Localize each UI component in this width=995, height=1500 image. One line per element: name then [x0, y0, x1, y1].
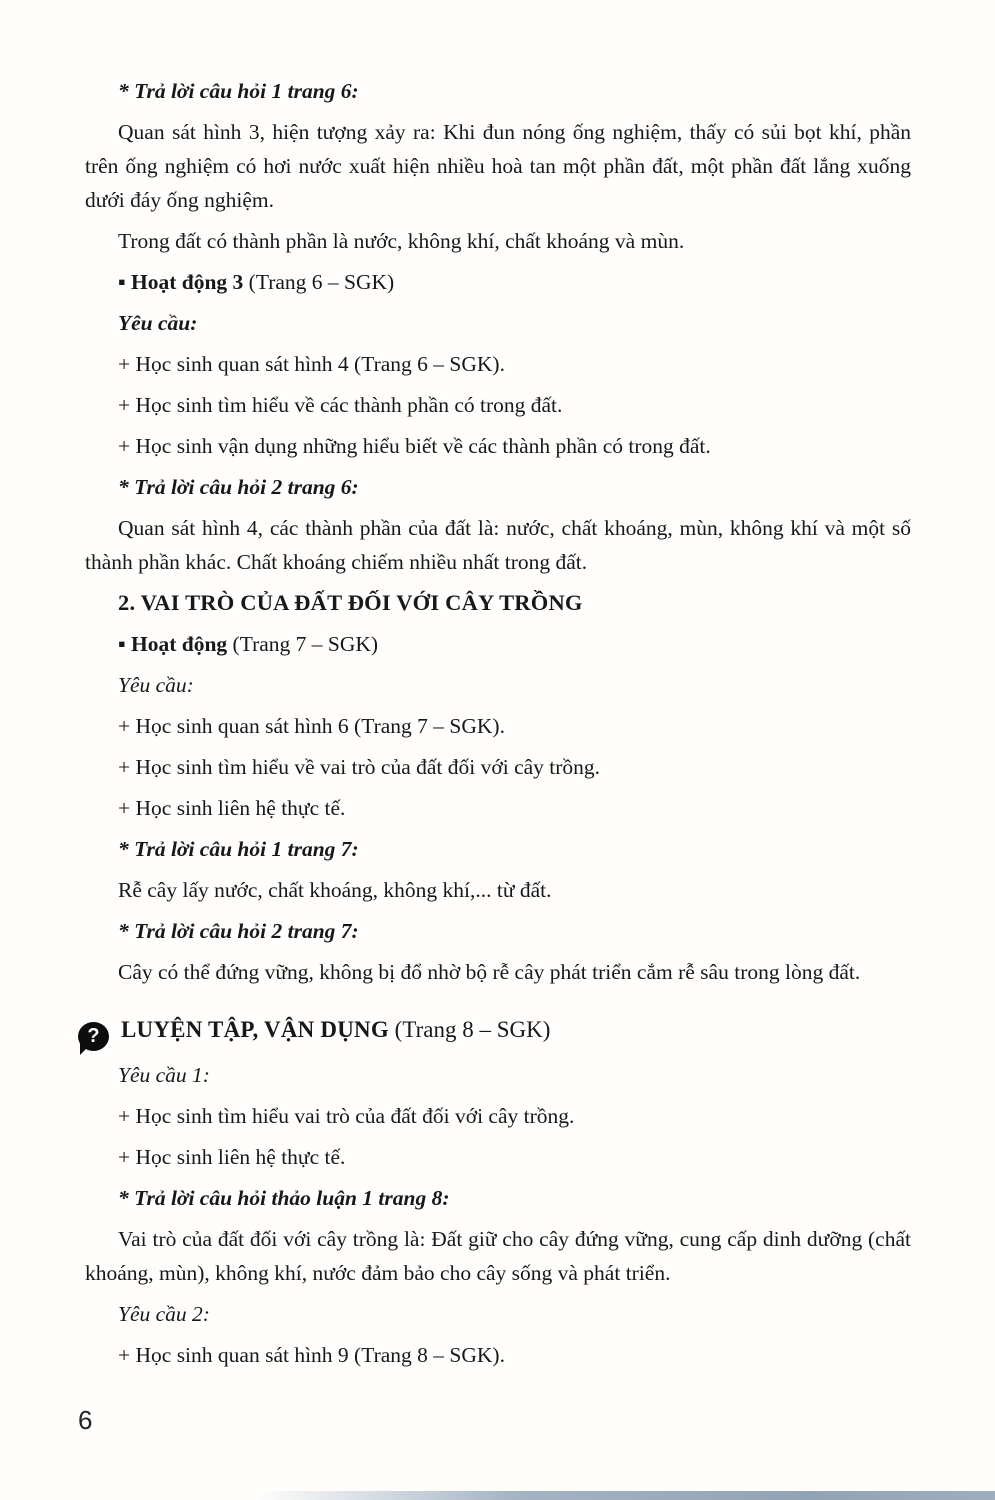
- question-glyph: ?: [87, 1025, 100, 1047]
- activity-title: ▪ Hoạt động 3: [118, 270, 244, 294]
- requirement-label: Yêu cầu:: [118, 311, 198, 335]
- answer-heading: * Trả lời câu hỏi 1 trang 6:: [118, 79, 359, 103]
- task-item: + Học sinh tìm hiểu về vai trò của đất đối với cây trồng.: [118, 755, 601, 779]
- section-title: LUYỆN TẬP, VẬN DỤNG: [121, 1017, 389, 1042]
- activity-ref: (Trang 6 – SGK): [243, 270, 395, 294]
- paragraph: Quan sát hình 4, các thành phần của đất là: nước, chất khoáng, mùn, không khí và một số thành phần khác. Chất khoáng chiếm nhiều nhất trong đất.: [85, 516, 911, 574]
- task-item: + Học sinh quan sát hình 6 (Trang 7 – SGK).: [118, 714, 505, 738]
- task-item: + Học sinh liên hệ thực tế.: [118, 796, 346, 820]
- activity-title: ▪ Hoạt động: [118, 632, 228, 656]
- question-icon: [78, 1022, 109, 1051]
- paragraph: Rễ cây lấy nước, chất khoáng, không khí,... từ đất.: [118, 878, 552, 902]
- paragraph: Trong đất có thành phần là nước, không khí, chất khoáng và mùn.: [118, 229, 685, 253]
- answer-heading: * Trả lời câu hỏi 1 trang 7:: [118, 837, 359, 861]
- page-content: [85, 74, 911, 1379]
- scan-edge-artifact: [255, 1491, 995, 1500]
- activity-heading: [85, 265, 911, 299]
- activity-ref: (Trang 7 – SGK): [227, 632, 379, 656]
- paragraph: Cây có thể đứng vững, không bị đổ nhờ bộ rễ cây phát triển cắm rễ sâu trong lòng đất.: [118, 960, 861, 984]
- requirement-label: Yêu cầu 2:: [118, 1302, 210, 1326]
- activity-heading: [85, 627, 911, 661]
- answer-heading: * Trả lời câu hỏi 2 trang 7:: [118, 919, 359, 943]
- task-item: + Học sinh quan sát hình 4 (Trang 6 – SGK).: [118, 352, 505, 376]
- answer-heading: * Trả lời câu hỏi 2 trang 6:: [118, 475, 359, 499]
- page-number: 6: [78, 1405, 93, 1435]
- paragraph: Vai trò của đất đối với cây trồng là: Đất giữ cho cây đứng vững, cung cấp dinh dưỡng (chất khoáng, mùn), không khí, nước đảm bảo cho cây sống và phát triển.: [85, 1227, 911, 1285]
- task-item: + Học sinh liên hệ thực tế.: [118, 1145, 346, 1169]
- requirement-label: Yêu cầu 1:: [118, 1063, 210, 1087]
- task-item: + Học sinh vận dụng những hiểu biết về các thành phần có trong đất.: [118, 434, 711, 458]
- task-item: + Học sinh tìm hiểu vai trò của đất đối với cây trồng.: [118, 1104, 575, 1128]
- task-item: + Học sinh tìm hiểu về các thành phần có trong đất.: [118, 393, 563, 417]
- chapter-heading: 2. VAI TRÒ CỦA ĐẤT ĐỐI VỚI CÂY TRỒNG: [118, 590, 583, 615]
- answer-heading: * Trả lời câu hỏi thảo luận 1 trang 8:: [118, 1186, 450, 1210]
- requirement-label: Yêu cầu:: [118, 673, 194, 697]
- task-item: + Học sinh quan sát hình 9 (Trang 8 – SGK).: [118, 1343, 505, 1367]
- section-ref: (Trang 8 – SGK): [388, 1017, 551, 1042]
- section-heading-luyen-tap: [85, 1013, 911, 1051]
- paragraph: Quan sát hình 3, hiện tượng xảy ra: Khi đun nóng ống nghiệm, thấy có sủi bọt khí, phần trên ống nghiệm có hơi nước xuất hiện nhiều hoà tan một phần đất, một phần đất lắng xuống dưới đáy ống nghiệm.: [85, 120, 911, 212]
